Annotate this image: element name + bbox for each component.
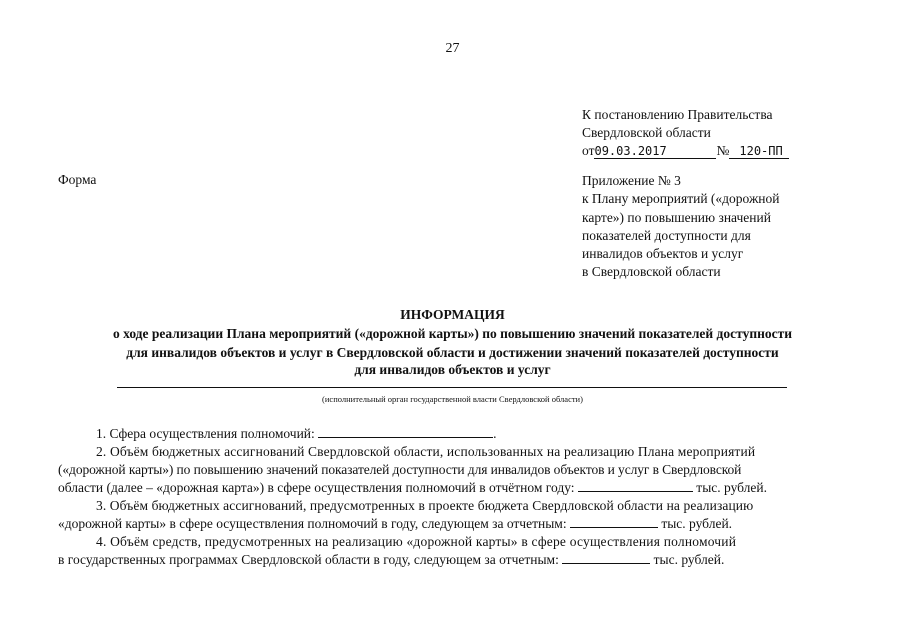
approval-date: 09.03.2017 [594,144,716,159]
paragraph-2 [58,443,848,497]
appendix-line: показателей доступности для [582,227,751,243]
appendix-block [582,172,822,282]
paragraph-1-end: . [493,426,497,441]
paragraph-3-line-1: 3. Объём бюджетных ассигнований, предусмотренных в проекте бюджета Свердловской области на реализацию [96,498,754,513]
reporting-year-amount-blank [578,479,693,492]
paragraph-2-line-2: («дорожной карты») по повышению значений показателей доступности для инвалидов объектов и услуг в Свердловской [58,462,742,477]
document-subtitle-line-2: для инвалидов объектов и услуг в Свердловской области и достижении значений показателей доступности [126,345,779,360]
budget-draft-amount-blank [570,515,658,528]
paragraph-4-unit: тыс. рублей. [653,552,725,567]
paragraph-2-unit: тыс. рублей. [696,480,768,495]
paragraph-2-line-3: области (далее – «дорожная карта») в сфере осуществления полномочий в отчётном году: [58,480,575,495]
org-fill-line [117,387,787,388]
form-label: Форма [58,172,97,187]
org-caption: (исполнительный орган государственной власти Свердловской области) [322,394,583,404]
date-prefix: от [582,143,595,158]
scope-blank [318,425,493,438]
paragraph-1-text: 1. Сфера осуществления полномочий: [96,426,315,441]
approval-line-2: Свердловской области [582,125,711,140]
appendix-line: карте») по повышению значений [582,209,771,225]
approval-block [582,106,789,160]
document-heading: ИНФОРМАЦИЯ [400,307,505,322]
page-number: 27 [445,41,460,56]
paragraph-4-line-1: 4. Объём средств, предусмотренных на реализацию «дорожной карты» в сфере осуществления полномочий [96,534,737,549]
document-subtitle-line-1: о ходе реализации Плана мероприятий («дорожной карты») по повышению значений показателей доступности [112,326,793,341]
paragraph-2-line-1: 2. Объём бюджетных ассигнований Свердловской области, использованных на реализацию Плана мероприятий [96,444,756,459]
approval-date-line [582,142,789,160]
paragraph-3-unit: тыс. рублей. [661,516,733,531]
appendix-line: Приложение № 3 [582,173,681,188]
paragraph-4 [58,533,848,569]
appendix-line: в Свердловской области [582,264,721,280]
approval-number: 120-ПП [729,144,789,159]
approval-line-1: К постановлению Правительства [582,107,773,122]
appendix-line: к Плану мероприятий («дорожной [582,191,780,207]
paragraph-1 [58,425,848,443]
paragraph-3-line-2: «дорожной карты» в сфере осуществления полномочий в году, следующем за отчетным: [58,516,567,531]
paragraph-3 [58,497,848,533]
appendix-line: инвалидов объектов и услуг [582,246,744,262]
number-prefix: № [716,143,730,158]
paragraph-4-line-2: в государственных программах Свердловской области в году, следующем за отчетным: [58,552,559,567]
document-subtitle-line-3: для инвалидов объектов и услуг [354,362,551,377]
state-programs-amount-blank [562,551,650,564]
